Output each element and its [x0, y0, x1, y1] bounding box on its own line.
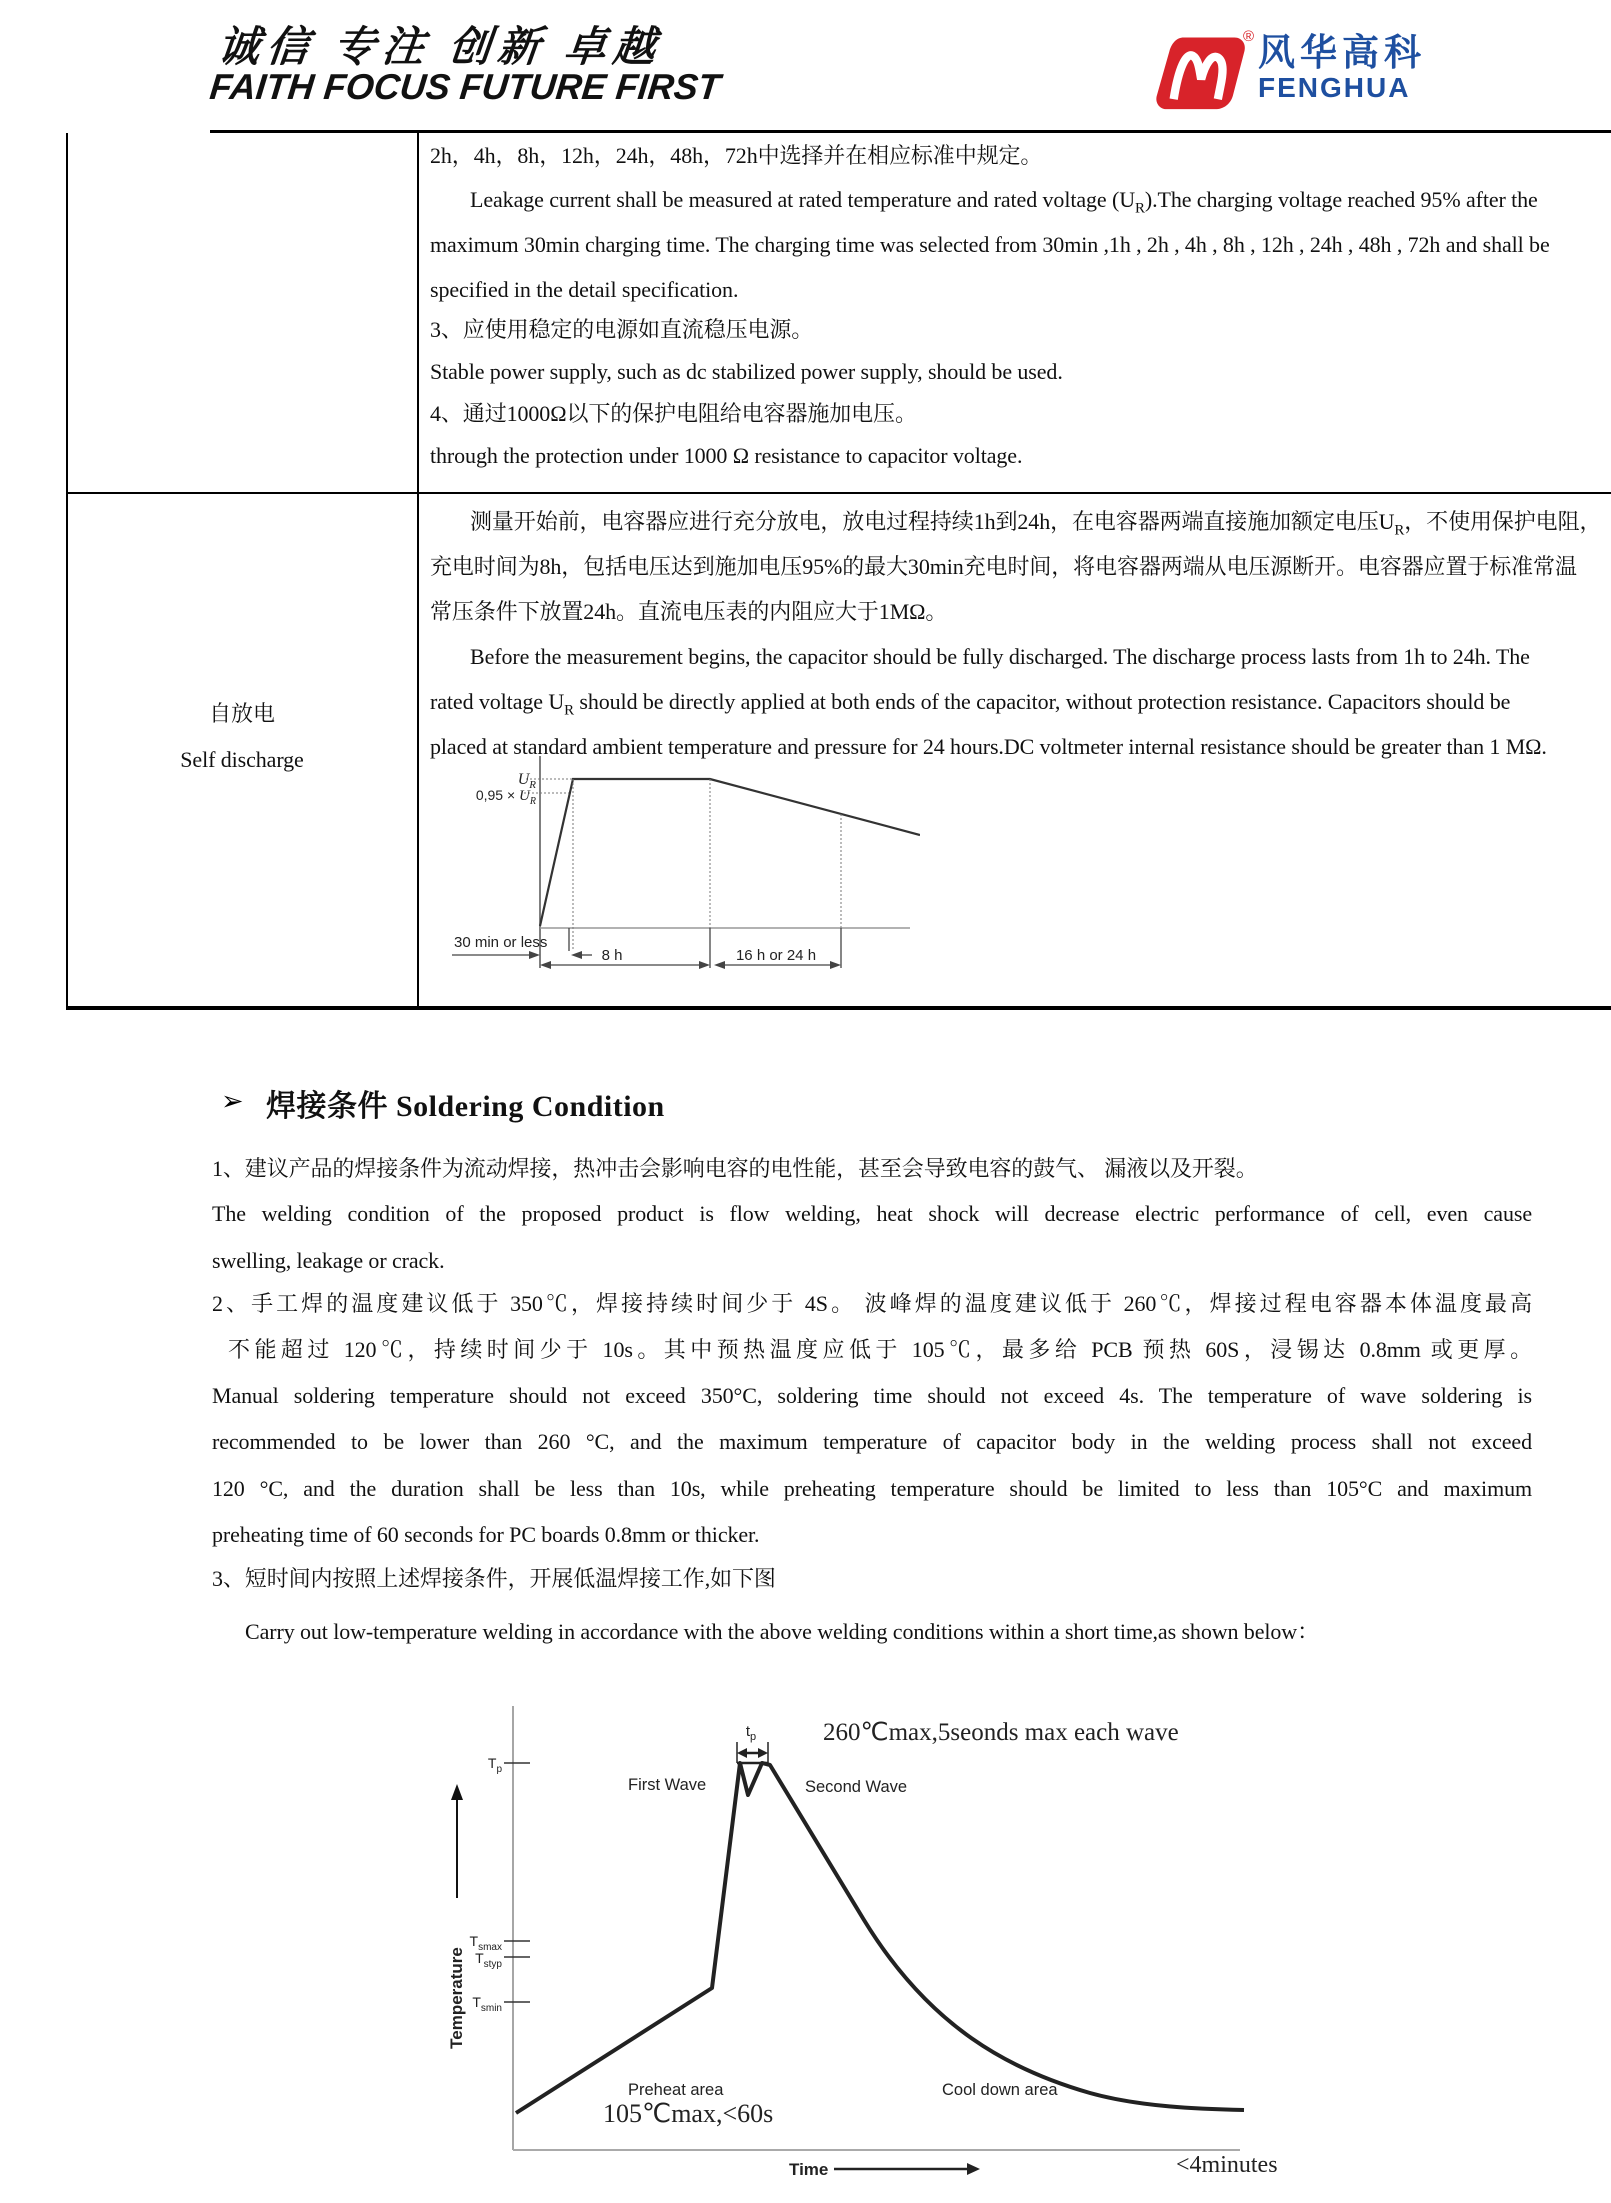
- label-30min: 30 min or less: [454, 934, 548, 951]
- row2-line4: Before the measurement begins, the capacitor should be fully discharged. The discharge process lasts from 1h to 24h. The: [470, 644, 1530, 669]
- time-axis-label: Time: [789, 2160, 829, 2179]
- soldering-p7: recommended to be lower than 260 °C, and the maximum temperature of capacitor body in the welding process shall not exceed: [212, 1429, 1532, 1454]
- cooldown-area-label: Cool down area: [942, 2081, 1058, 2099]
- arrowhead-8h-right: [699, 961, 710, 969]
- arrowhead-30min: [529, 951, 540, 959]
- label-8h: 8 h: [601, 947, 623, 964]
- section-heading: 焊接条件 Soldering Condition: [266, 1090, 665, 1123]
- temperature-axis-label: Temperature: [447, 1947, 466, 2049]
- ur-label: $U_R$: [517, 771, 536, 791]
- row2-label-cn: 自放电: [209, 701, 275, 726]
- row1-line3: maximum 30min charging time. The charging time was selected from 30min ,1h , 2h , 4h , 8h , 12h , 24h , 48h , 72h and shall be: [430, 232, 1550, 257]
- tp-duration-label: $t_p$: [745, 1723, 757, 1743]
- section-bullet-icon: ➢: [221, 1086, 244, 1116]
- soldering-p5: 不能超过 120℃，持续时间少于 10s。其中预热温度应低于 105℃，最多给 PCB 预热 60S，浸锡达 0.8mm 或更厚。: [228, 1337, 1532, 1362]
- ur95-label: $0,95 \times U_R$: [475, 787, 536, 807]
- row1-line1: 2h，4h，8h，12h，24h，48h，72h中选择并在相应标准中规定。: [430, 143, 1043, 168]
- row2-line2: 充电时间为8h，包括电压达到施加电压95%的最大30min充电时间，将电容器两端从电压源断开。电容器应置于标准常温: [430, 554, 1577, 579]
- row1-line6: Stable power supply, such as dc stabilized power supply, should be used.: [430, 359, 1063, 384]
- row2-line1: 测量开始前，电容器应进行充分放电，放电过程持续1h到24h，在电容器两端直接施加额定电压$U_R$，不使用保护电阻，: [470, 509, 1602, 539]
- tp-tick-label: $T_p$: [487, 1755, 502, 1775]
- soldering-p4: 2、手工焊的温度建议低于 350℃，焊接持续时间少于 4S。 波峰焊的温度建议低于 260℃，焊接过程电容器本体温度最高: [212, 1291, 1532, 1316]
- tsmin-tick-label: $T_{smin}$: [472, 1994, 502, 2014]
- soldering-profile-chart: [440, 1698, 1320, 2198]
- arrowhead-30min-end: [571, 951, 582, 959]
- tsmax-tick-label: $T_{smax}$: [469, 1933, 502, 1953]
- soldering-p6: Manual soldering temperature should not exceed 350°C, soldering time should not exceed 4s. The temperature of wave soldering is: [212, 1383, 1532, 1408]
- slogan-chinese: 诚信 专注 创新 卓越: [215, 25, 665, 71]
- duration-label: <4minutes: [1176, 2152, 1278, 2178]
- soldering-p2: The welding condition of the proposed product is flow welding, heat shock will decrease electric performance of cell, even cause: [212, 1201, 1532, 1226]
- label-16h: 16 h or 24 h: [735, 947, 817, 964]
- soldering-p11: Carry out low-temperature welding in accordance with the above welding conditions within a short time,as shown below：: [245, 1619, 1319, 1644]
- row1-line4: specified in the detail specification.: [430, 277, 739, 302]
- arrowhead-16h-left: [714, 961, 725, 969]
- preheat-area-label: Preheat area: [628, 2081, 724, 2099]
- table-column-divider: [417, 133, 419, 1009]
- voltage-curve: [540, 779, 920, 926]
- first-wave-label: First Wave: [628, 1776, 707, 1794]
- logo-chinese-name: 风华高科: [1258, 32, 1426, 73]
- soldering-p3: swelling, leakage or crack.: [212, 1248, 445, 1273]
- arrowhead-8h-left: [540, 961, 551, 969]
- soldering-p1: 1、建议产品的焊接条件为流动焊接，热冲击会影响电容的电性能，甚至会导致电容的鼓气、 漏液以及开裂。: [212, 1156, 1258, 1181]
- tp-arrow-right: [758, 1748, 768, 1758]
- soldering-p10: 3、短时间内按照上述焊接条件，开展低温焊接工作,如下图: [212, 1566, 776, 1591]
- row2-line5: rated voltage $U_R$ should be directly applied at both ends of the capacitor, without protection resistance. Capacitors should be: [430, 689, 1511, 719]
- time-arrowhead: [967, 2163, 980, 2175]
- header-rule: [210, 130, 1611, 133]
- row2-line3: 常压条件下放置24h。直流电压表的内阻应大于1MΩ。: [430, 599, 948, 624]
- row1-line5: 3、应使用稳定的电源如直流稳压电源。: [430, 317, 814, 342]
- preheat-note: 105℃max,<60s: [603, 2099, 774, 2128]
- tp-arrow-left: [737, 1748, 747, 1758]
- temperature-arrowhead: [451, 1784, 463, 1800]
- second-wave-label: Second Wave: [805, 1778, 908, 1796]
- arrowhead-16h-right: [830, 961, 841, 969]
- logo-mark-icon: [1152, 28, 1255, 115]
- soldering-p8: 120 °C, and the duration shall be less than 10s, while preheating temperature should be limited to less than 105°C and maximum: [212, 1476, 1532, 1501]
- row1-line2: Leakage current shall be measured at rated temperature and rated voltage $(U_R).The$ charging voltage reached 95% after the: [470, 187, 1538, 217]
- table-left-border: [66, 133, 68, 1009]
- fenghua-logo-icon: [1152, 28, 1255, 115]
- logo-text: [1258, 33, 1426, 102]
- row2-label-en: Self discharge: [180, 747, 304, 772]
- slogan-english: FAITH FOCUS FUTURE FIRST: [207, 66, 723, 107]
- row2-line6: placed at standard ambient temperature and pressure for 24 hours.DC voltmeter internal resistance should be greater than 1 MΩ.: [430, 734, 1547, 759]
- soldering-p9: preheating time of 60 seconds for PC boards 0.8mm or thicker.: [212, 1522, 760, 1547]
- tstyp-tick-label: $T_{styp}$: [475, 1950, 502, 1970]
- table-row-divider: [66, 492, 1611, 494]
- registered-mark: ®: [1243, 28, 1255, 45]
- peak-note: 260℃max,5seonds max each wave: [823, 1719, 1179, 1746]
- self-discharge-diagram: [440, 750, 920, 990]
- temperature-profile-curve: [516, 1763, 1244, 2113]
- logo-english-name: FENGHUA: [1258, 71, 1411, 103]
- row1-line8: through the protection under 1000 Ω resistance to capacitor voltage.: [430, 443, 1023, 468]
- row1-line7: 4、通过1000Ω以下的保护电阻给电容器施加电压。: [430, 401, 917, 426]
- table-bottom-border: [66, 1006, 1611, 1010]
